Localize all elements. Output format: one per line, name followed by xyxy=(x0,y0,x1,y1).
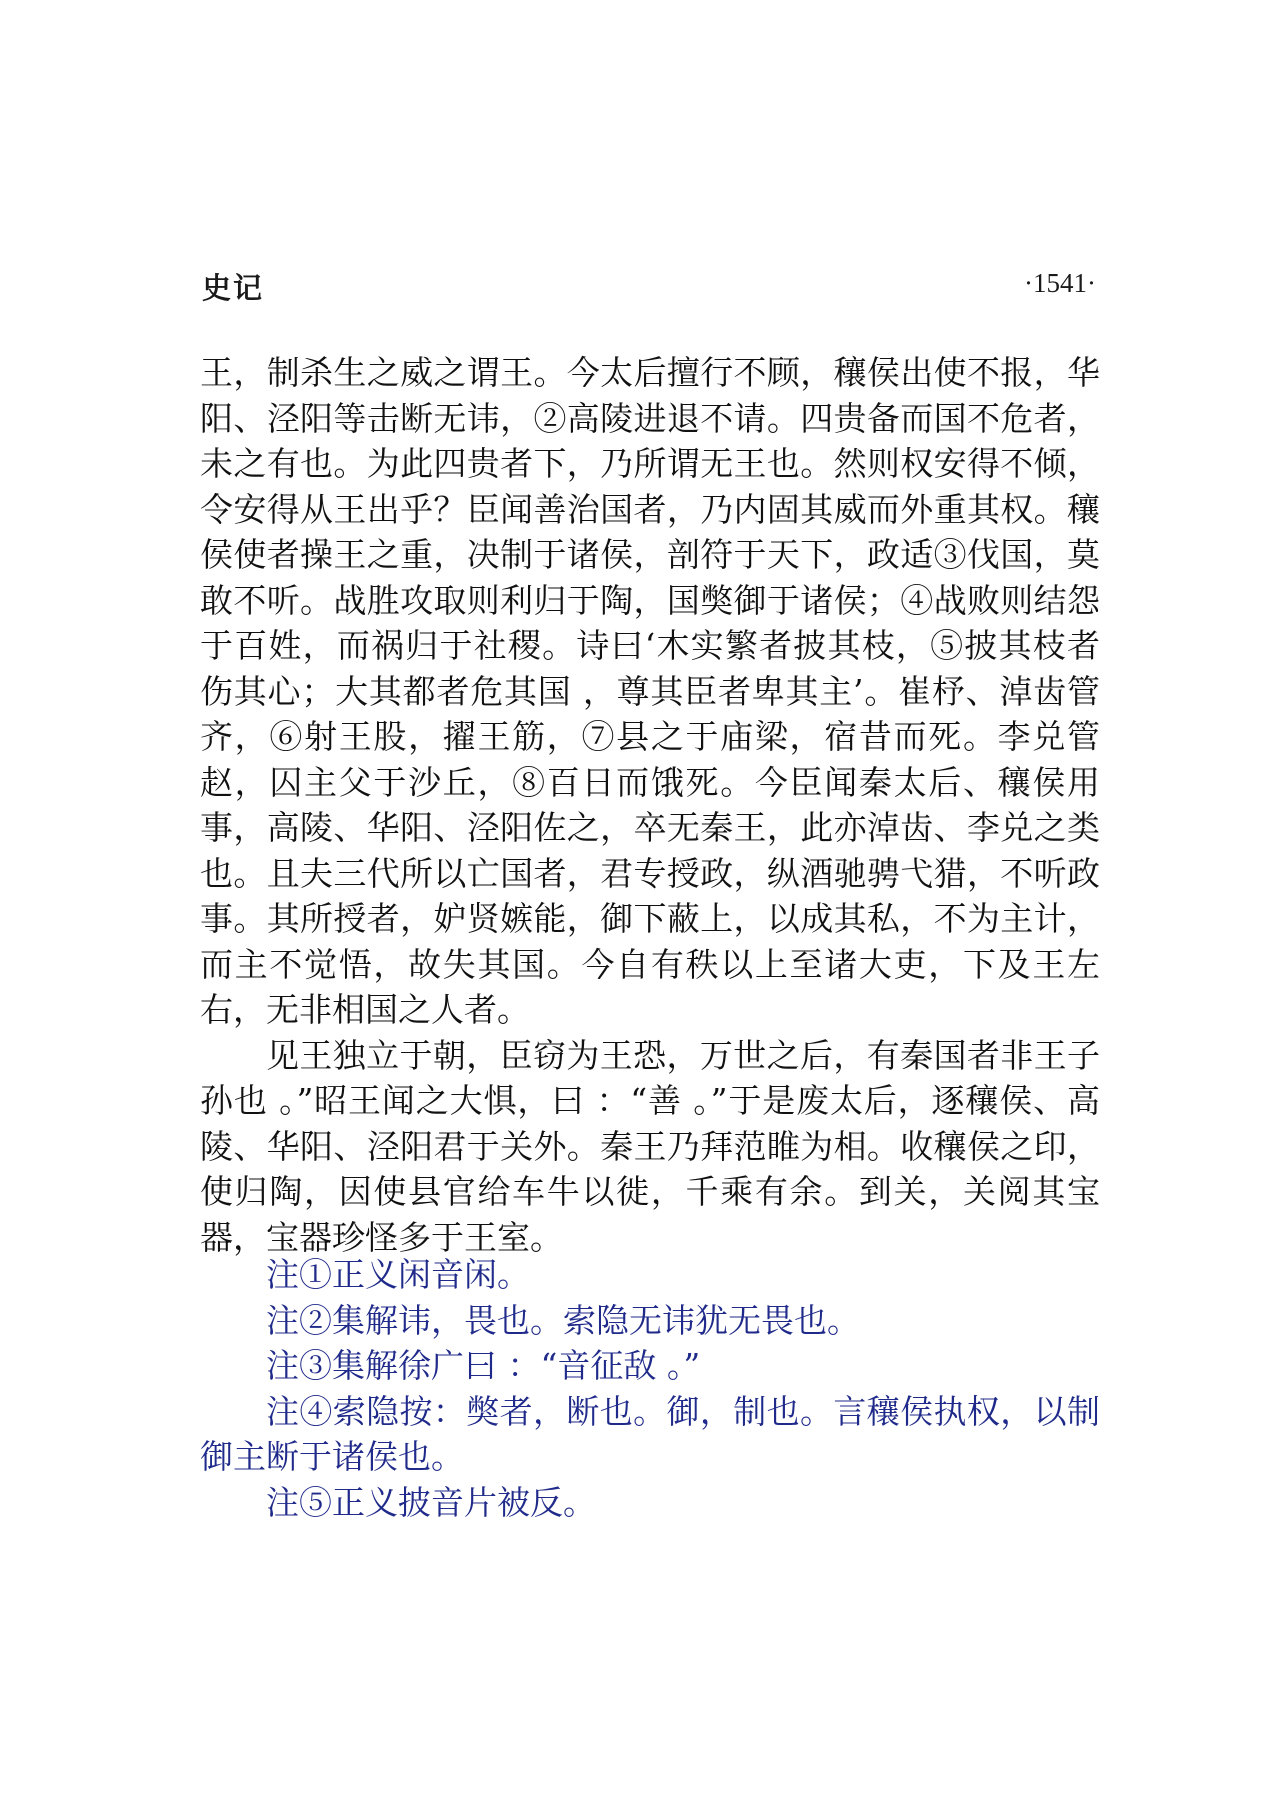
main-text xyxy=(200,350,1100,1260)
footnote-1: 注①正义闲音闲。 xyxy=(266,1255,530,1294)
paragraph: 见王独立于朝，臣窃为王恐，万世之后，有秦国者非王子孙也 。”昭王闻之大惧，曰 ：“善 。”于是废太后，逐穰侯、高陵、华阳、泾阳君于关外。秦王乃拜范睢为相。收穰侯之印，使归陶，因使县官给车牛以徙，千乘有余。到关，关阅其宝器，宝器珍怪多于王室。 xyxy=(200,1035,1100,1257)
footnote-4: 注④索隐按：獘者，断也。御，制也。言穰侯执权，以制御主断于诸侯也。 xyxy=(200,1391,1100,1476)
page-header xyxy=(202,266,1096,310)
footnotes xyxy=(200,1252,1100,1525)
footnote-3: 注③集解徐广曰 ：“音征敌 。” xyxy=(266,1346,701,1385)
footnote-2: 注②集解讳，畏也。索隐无讳犹无畏也。 xyxy=(266,1300,860,1340)
paragraph: 王，制杀生之威之谓王。今太后擅行不顾，穰侯出使不报，华阳、泾阳等击断无讳，②高陵进退不请。四贵备而国不危者，未之有也。为此四贵者下，乃所谓无王也。然则权安得不倾，令安得从王出乎？臣闻善治国者，乃内固其威而外重其权。穰侯使者操王之重，决制于诸侯，剖符于天下，政适③伐国，莫敢不听。战胜攻取则利归于陶，国獘御于诸侯；④战败则结怨于百姓，而祸归于社稷。诗曰‘木实繁者披其枝，⑤披其枝者伤其心；大其都者危其国 ，尊其臣者卑其主’。崔杼、淖齿管齐，⑥射王股，擢王筋，⑦县之于庙梁，宿昔而死。李兑管赵，囚主父于沙丘，⑧百日而饿死。今臣闻秦太后、穰侯用事，高陵、华阳、泾阳佐之，卒无秦王，此亦淖齿、李兑之类也。且夫三代所以亡国者，君专授政，纵酒驰骋弋猎，不听政事。其所授者，妒贤嫉能，御下蔽上，以成其私，不为主计，而主不觉悟，故失其国。今自有秩以上至诸大吏，下及王左右，无非相国之人者。 xyxy=(200,353,1100,1029)
footnote-5: 注⑤正义披音片被反。 xyxy=(266,1482,596,1522)
book-title: 史记 xyxy=(202,271,265,305)
page-number: ·1541· xyxy=(1024,268,1096,298)
